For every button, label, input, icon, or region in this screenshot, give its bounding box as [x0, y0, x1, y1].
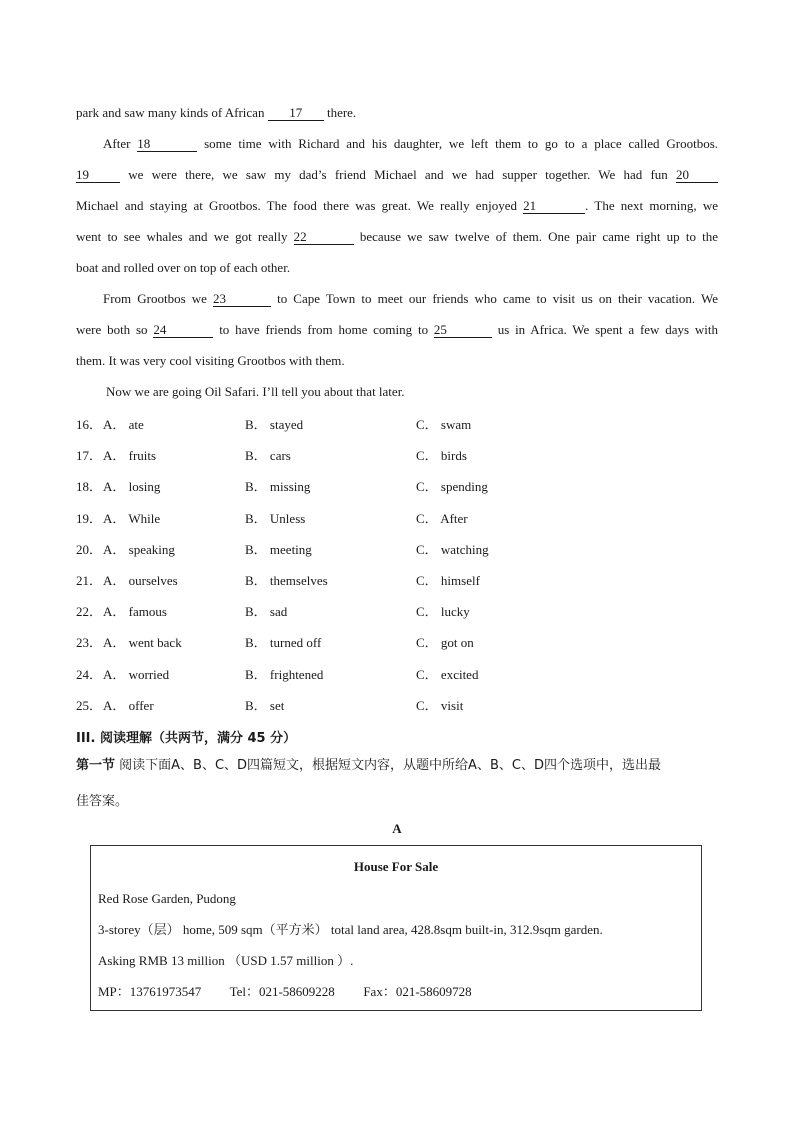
instruction-text: 阅读下面A、B、C、D四篇短文，根据短文内容，从题中所给A、B、C、D四个选项中，选出最 [119, 758, 661, 773]
option-c[interactable]: C． lucky [416, 604, 470, 619]
ad-mp: MP：13761973547 [98, 984, 202, 999]
option-a[interactable]: A． went back [103, 635, 182, 650]
question-number: 20． [76, 542, 103, 557]
passage-text: there. [326, 105, 357, 120]
blank-22: 22 [294, 230, 354, 245]
passage-line [76, 260, 718, 276]
option-b[interactable]: B． themselves [245, 573, 328, 588]
passage-text: After [103, 136, 131, 151]
question-number: 21． [76, 573, 103, 588]
passage-line [76, 136, 718, 152]
option-a[interactable]: A． ourselves [103, 573, 178, 588]
option-c[interactable]: C． got on [416, 635, 474, 650]
ad-location: Red Rose Garden, Pudong [98, 891, 236, 906]
passage-text: us in Africa. We spent a few days with [497, 322, 719, 337]
passage-text: Michael and staying at Grootbos. The food there was great. We really enjoyed [76, 198, 517, 213]
passage-text: them. It was very cool visiting Grootbos with them. [76, 353, 345, 368]
option-c[interactable]: C． birds [416, 448, 467, 463]
ad-price: Asking RMB 13 million （USD 1.57 million ）. [98, 953, 354, 968]
passage-text: boat and rolled over on top of each other. [76, 260, 291, 275]
option-b[interactable]: B． frightened [245, 667, 324, 682]
question-number: 23． [76, 635, 103, 650]
option-a[interactable]: A． While [103, 511, 161, 526]
passage-text: we were there, we saw my dad’s friend Michael and we had supper together. We had fun [128, 167, 668, 182]
option-c[interactable]: C． After [416, 511, 468, 526]
blank-18: 18 [137, 137, 197, 152]
ad-title: House For Sale [353, 859, 439, 874]
question-number: 18． [76, 479, 103, 494]
ad-box [90, 845, 702, 1011]
passage-line [76, 198, 718, 214]
option-b[interactable]: B． Unless [245, 511, 306, 526]
passage-text: Now we are going Oil Safari. I’ll tell you about that later. [106, 384, 405, 399]
option-b[interactable]: B． cars [245, 448, 291, 463]
passage-line [76, 291, 718, 307]
blank-19: 19 [76, 168, 120, 183]
passage-line [76, 105, 718, 121]
passage-text: some time with Richard and his daughter, we left them to go to a place called Grootbos. [204, 136, 719, 151]
option-c[interactable]: C． visit [416, 698, 464, 713]
blank-20: 20 [676, 168, 718, 183]
option-a[interactable]: A． famous [103, 604, 167, 619]
question-number: 25． [76, 698, 103, 713]
option-b[interactable]: B． stayed [245, 417, 304, 432]
option-b[interactable]: B． set [245, 698, 285, 713]
ad-tel: Tel：021-58609228 [229, 984, 335, 999]
section-instruction [76, 758, 718, 774]
section-instruction-cont: 佳答案。 [76, 794, 129, 809]
option-a[interactable]: A． ate [103, 417, 144, 432]
option-b[interactable]: B． missing [245, 479, 311, 494]
passage-line [76, 322, 718, 338]
part-label: 第一节 [76, 758, 116, 773]
passage-line [76, 384, 718, 400]
question-number: 22． [76, 604, 103, 619]
option-b[interactable]: B． turned off [245, 635, 322, 650]
blank-21: 21 [523, 199, 585, 214]
passage-line [76, 353, 718, 369]
passage-text: were both so [76, 322, 148, 337]
passage-line [76, 229, 718, 245]
option-a[interactable]: A． speaking [103, 542, 175, 557]
passage-text: went to see whales and we got really [76, 229, 288, 244]
option-a[interactable]: A． offer [103, 698, 154, 713]
question-number: 24． [76, 667, 103, 682]
option-a[interactable]: A． fruits [103, 448, 157, 463]
option-c[interactable]: C． himself [416, 573, 480, 588]
ad-details: 3-storey（层） home, 509 sqm（平方米） total land area, 428.8sqm built-in, 312.9sqm garden. [98, 922, 603, 937]
blank-17: 17 [268, 106, 324, 121]
option-a[interactable]: A． worried [103, 667, 170, 682]
option-c[interactable]: C． spending [416, 479, 488, 494]
question-number: 16． [76, 417, 103, 432]
option-a[interactable]: A． losing [103, 479, 161, 494]
option-c[interactable]: C． watching [416, 542, 489, 557]
passage-line [76, 167, 718, 183]
blank-25: 25 [434, 323, 492, 338]
option-b[interactable]: B． sad [245, 604, 288, 619]
blank-23: 23 [213, 292, 271, 307]
option-c[interactable]: C． excited [416, 667, 479, 682]
passage-text: to Cape Town to meet our friends who came to visit us on their vacation. We [277, 291, 719, 306]
question-number: 17． [76, 448, 103, 463]
passage-text: park and saw many kinds of African [76, 105, 265, 120]
option-b[interactable]: B． meeting [245, 542, 312, 557]
passage-text: to have friends from home coming to [219, 322, 429, 337]
section-heading: III. 阅读理解（共两节，满分 45 分） [76, 731, 297, 746]
ad-contacts [98, 984, 472, 1000]
passage-text: From Grootbos we [103, 291, 207, 306]
ad-fax: Fax：021-58609728 [363, 984, 472, 999]
passage-letter: A [392, 821, 402, 836]
blank-24: 24 [153, 323, 213, 338]
passage-text: because we saw twelve of them. One pair came right up to the [359, 229, 719, 244]
option-c[interactable]: C． swam [416, 417, 472, 432]
passage-text: . The next morning, we [585, 198, 719, 213]
question-number: 19． [76, 511, 103, 526]
